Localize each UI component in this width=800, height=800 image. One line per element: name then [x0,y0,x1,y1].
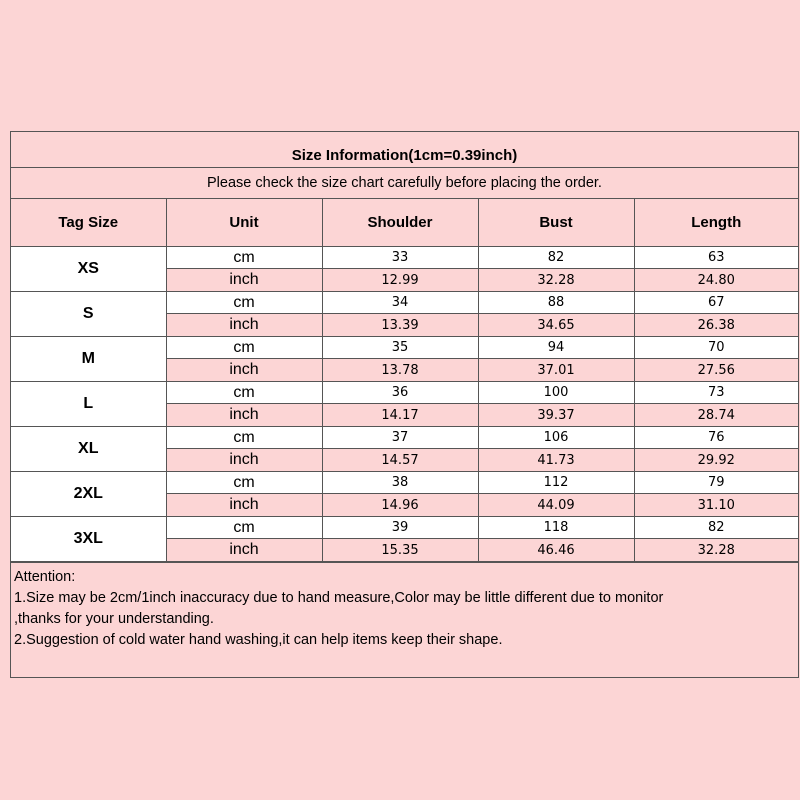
unit-cell: cm [166,247,322,269]
header-row [11,199,798,247]
note-line-2: ,thanks for your understanding. [14,611,214,627]
shoulder-cell: 15.35 [322,539,478,562]
tag-size-cell: 3XL [11,517,166,562]
length-cell: 63 [634,247,798,269]
unit-cell: inch [166,314,322,337]
length-cell: 82 [634,517,798,539]
header-unit: Unit [166,199,322,247]
length-cell: 24.80 [634,269,798,292]
bust-cell: 94 [478,337,634,359]
length-cell: 76 [634,427,798,449]
shoulder-cell: 14.96 [322,494,478,517]
bust-cell: 88 [478,292,634,314]
unit-cell: cm [166,517,322,539]
length-cell: 31.10 [634,494,798,517]
unit-cell: inch [166,494,322,517]
shoulder-cell: 38 [322,472,478,494]
tag-size-cell: XS [11,247,166,292]
header-tag-size: Tag Size [11,199,166,247]
bust-cell: 34.65 [478,314,634,337]
shoulder-cell: 13.78 [322,359,478,382]
shoulder-cell: 39 [322,517,478,539]
length-cell: 26.38 [634,314,798,337]
size-row-cm [11,427,798,449]
tag-size-cell: M [11,337,166,382]
unit-cell: cm [166,337,322,359]
length-cell: 67 [634,292,798,314]
size-row-cm [11,382,798,404]
bust-cell: 41.73 [478,449,634,472]
bust-cell: 39.37 [478,404,634,427]
size-table-body [11,247,798,562]
shoulder-cell: 13.39 [322,314,478,337]
header-length: Length [634,199,798,247]
bust-cell: 44.09 [478,494,634,517]
length-cell: 27.56 [634,359,798,382]
unit-cell: cm [166,292,322,314]
size-row-cm [11,517,798,539]
shoulder-cell: 37 [322,427,478,449]
size-chart [10,131,799,678]
unit-cell: cm [166,382,322,404]
unit-cell: inch [166,269,322,292]
unit-cell: inch [166,359,322,382]
shoulder-cell: 34 [322,292,478,314]
size-row-cm [11,337,798,359]
bust-cell: 32.28 [478,269,634,292]
unit-cell: inch [166,404,322,427]
tag-size-cell: XL [11,427,166,472]
chart-notice: Please check the size chart carefully before placing the order. [11,168,798,199]
bust-cell: 100 [478,382,634,404]
chart-title: Size Information(1cm=0.39inch) [11,132,798,168]
size-table [11,199,798,562]
shoulder-cell: 12.99 [322,269,478,292]
size-row-cm [11,472,798,494]
bust-cell: 112 [478,472,634,494]
note-line-1: 1.Size may be 2cm/1inch inaccuracy due to hand measure,Color may be little different due to monitor [14,590,664,606]
shoulder-cell: 36 [322,382,478,404]
length-cell: 28.74 [634,404,798,427]
length-cell: 32.28 [634,539,798,562]
note-line-3: 2.Suggestion of cold water hand washing,it can help items keep their shape. [14,632,503,648]
tag-size-cell: L [11,382,166,427]
size-row-cm [11,247,798,269]
size-row-cm [11,292,798,314]
tag-size-cell: S [11,292,166,337]
length-cell: 29.92 [634,449,798,472]
bust-cell: 46.46 [478,539,634,562]
unit-cell: inch [166,449,322,472]
bust-cell: 82 [478,247,634,269]
header-shoulder: Shoulder [322,199,478,247]
header-bust: Bust [478,199,634,247]
shoulder-cell: 14.57 [322,449,478,472]
unit-cell: cm [166,427,322,449]
unit-cell: cm [166,472,322,494]
length-cell: 73 [634,382,798,404]
unit-cell: inch [166,539,322,562]
length-cell: 70 [634,337,798,359]
shoulder-cell: 33 [322,247,478,269]
shoulder-cell: 14.17 [322,404,478,427]
attention-notes [11,562,798,653]
shoulder-cell: 35 [322,337,478,359]
bust-cell: 37.01 [478,359,634,382]
bust-cell: 118 [478,517,634,539]
notes-heading: Attention: [14,569,76,585]
length-cell: 79 [634,472,798,494]
tag-size-cell: 2XL [11,472,166,517]
bust-cell: 106 [478,427,634,449]
